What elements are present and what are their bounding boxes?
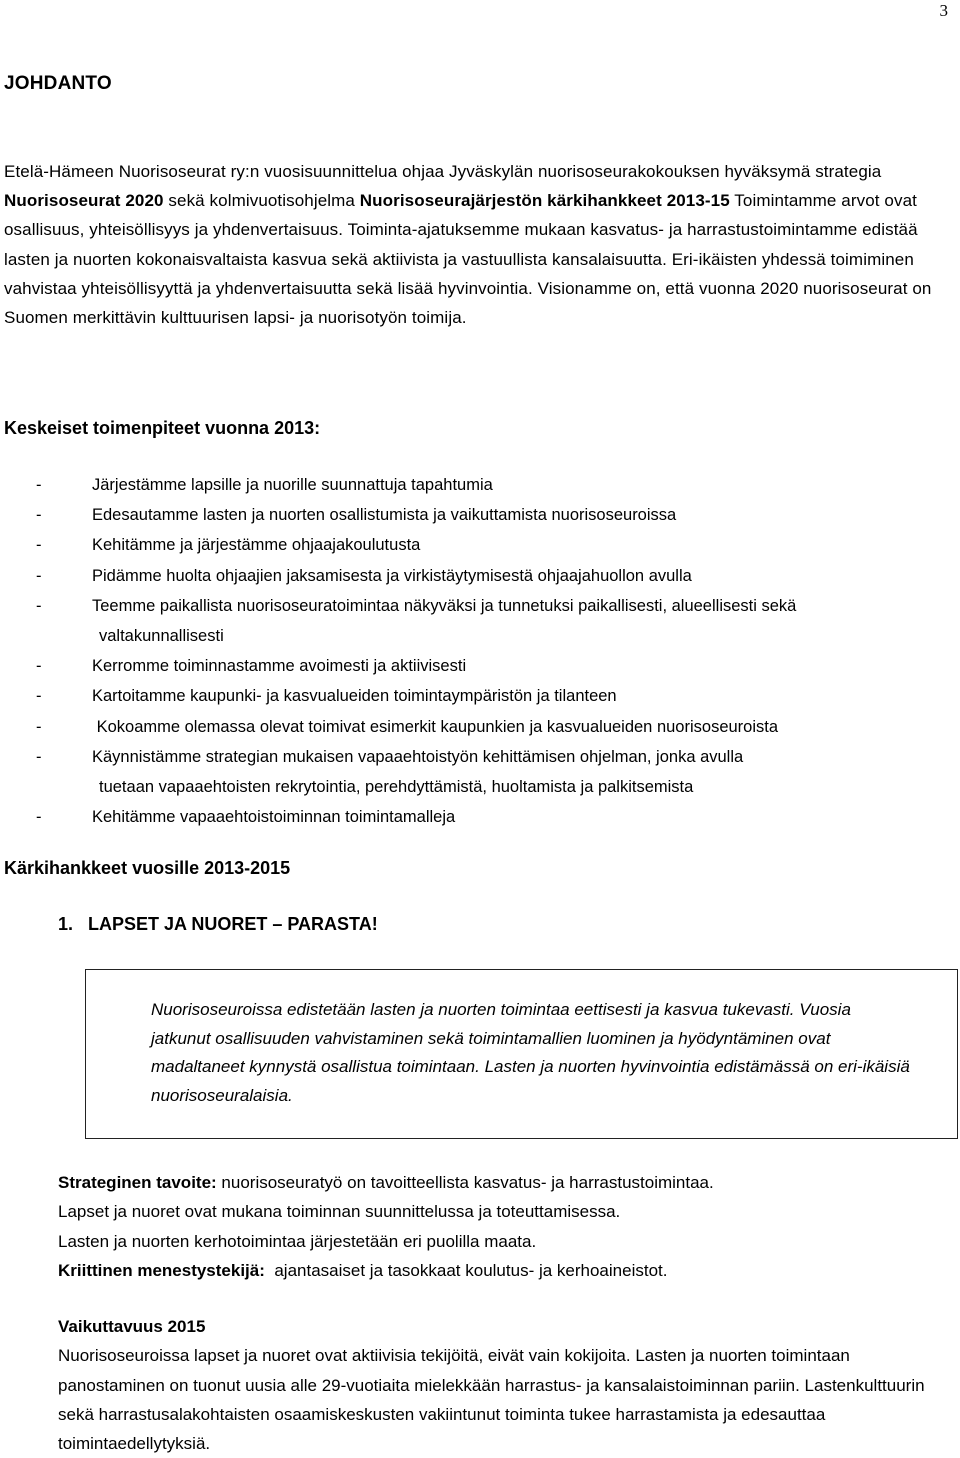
list-item-text: Kokoamme olemassa olevat toimivat esimerkit kaupunkien ja kasvualueiden nuorisoseuroista [92, 717, 779, 736]
section-title: 1. LAPSET JA NUORET – PARASTA! [58, 914, 378, 934]
list-item [0, 681, 950, 711]
intro-text-2: sekä kolmivuotisohjelma [163, 191, 360, 211]
list-dash: - [36, 596, 42, 615]
list-item [0, 802, 950, 832]
list-item [0, 530, 950, 560]
critical-line [58, 1256, 948, 1285]
list-item-text: Pidämme huolta ohjaajien jaksamisesta ja virkistäytymisestä ohjaajahuollon avulla [92, 566, 692, 585]
impact-heading [58, 1312, 948, 1341]
list-item-text: Järjestämme lapsille ja nuorille suunnattuja tapahtumia [92, 476, 493, 494]
list-item-continuation: tuetaan vapaaehtoisten rekrytointia, perehdyttämistä, huoltamista ja palkitsemista [99, 778, 694, 797]
critical-text: ajantasaiset ja tasokkaat koulutus- ja kerhoaineistot. [264, 1260, 668, 1280]
list-item [0, 591, 950, 651]
summary-box [85, 969, 958, 1139]
list-item [0, 651, 950, 681]
list-dash: - [36, 566, 42, 585]
list-dash: - [36, 717, 42, 736]
list-dash: - [36, 808, 42, 827]
list-dash: - [36, 747, 42, 766]
list-item-text: Kartoitamme kaupunki- ja kasvualueiden toimintaympäristön ja tilanteen [92, 687, 617, 706]
list-item-text: Käynnistämme strategian mukaisen vapaaehtoistyön kehittämisen ohjelman, jonka avulla [92, 747, 744, 766]
intro-strategy-name: Nuorisoseurat 2020 [4, 191, 164, 211]
intro-text-3: Toimintamme arvot ovat osallisuus, yhteisöllisyys ja yhdenvertaisuus. Toiminta-ajatuksemme mukaan kasvatus- ja harrastustoimintamme edistää lasten ja nuorten kokonaisvaltaista kasvua sekä aktiivista ja vastuullista kansalaisuutta. Eri-ikäisten yhdessä toimiminen vahvistaa yhteisöllisyyttä ja yhdenvertaisuutta sekä lisää hyvinvointia. Visionamme on, että vuonna 2020 nuorisoseurat on Suomen merkittävin kulttuurisen lapsi- ja nuorisotyön toimija. [4, 191, 932, 328]
goal-block [58, 1168, 948, 1285]
list-item-text: Kehitämme vapaaehtoistoiminnan toimintamalleja [92, 808, 456, 827]
goal-line-3: Lasten ja nuorten kerhotoimintaa järjestetään eri puolilla maata. [58, 1231, 537, 1251]
list-item-text: Teemme paikallista nuorisoseuratoimintaa näkyväksi ja tunnetuksi paikallisesti, alueellisesti sekä [92, 596, 797, 615]
page-number: 3 [939, 1, 948, 20]
list-item-text: Kehitämme ja järjestämme ohjaajakoulutusta [92, 536, 421, 555]
measures-heading: Keskeiset toimenpiteet vuonna 2013: [4, 418, 321, 438]
impact-block [58, 1312, 948, 1458]
list-item [0, 470, 950, 500]
list-item-continuation: valtakunnallisesti [99, 627, 224, 646]
intro-paragraph [4, 157, 944, 332]
projects-heading: Kärkihankkeet vuosille 2013-2015 [4, 858, 291, 878]
list-item [0, 561, 950, 591]
list-item-text: Edesautamme lasten ja nuorten osallistumista ja vaikuttamista nuorisoseuroissa [92, 506, 677, 525]
list-item [0, 742, 950, 802]
list-item-text: Kerromme toiminnastamme avoimesti ja aktiivisesti [92, 657, 467, 676]
list-dash: - [36, 476, 42, 494]
goal-text: nuorisoseuratyö on tavoitteellista kasvatus- ja harrastustoimintaa. [216, 1173, 714, 1192]
list-dash: - [36, 687, 42, 706]
goal-label: Strateginen tavoite: [58, 1173, 217, 1192]
list-dash: - [36, 506, 42, 525]
goal-line-2: Lapset ja nuoret ovat mukana toiminnan suunnittelussa ja toteuttamisessa. [58, 1202, 621, 1222]
intro-program-name: Nuorisoseurajärjestön kärkihankkeet 2013-15 [359, 191, 730, 211]
measures-list [0, 470, 950, 832]
list-item [0, 712, 950, 742]
intro-text-1: Etelä-Hämeen Nuorisoseurat ry:n vuosisuunnittelua ohjaa Jyväskylän nuorisoseurakokouksen hyväksymä strategia [4, 162, 882, 181]
list-item [0, 500, 950, 530]
list-dash: - [36, 536, 42, 555]
summary-text: Nuorisoseuroissa edistetään lasten ja nuorten toimintaa eettisesti ja kasvua tukevasti. Vuosia jatkunut osallisuuden vahvistaminen sekä toimintamallien luominen ja hyödyntäminen ovat madaltaneet kynnystä osallistua toimintaan. Lasten ja nuorten hyvinvointia edistämässä on eri-ikäisiä nuorisoseuralaisia. [151, 1000, 910, 1105]
page-title: JOHDANTO [4, 73, 112, 94]
impact-heading-text: Vaikuttavuus 2015 [58, 1317, 206, 1336]
impact-text: Nuorisoseuroissa lapset ja nuoret ovat aktiivisia tekijöitä, eivät vain kokijoita. Lasten ja nuorten toimintaan panostaminen on tuonut uusia alle 29-vuotiaita mielekkään harrastus- ja kansalaistoiminnan pariin. Lastenkulttuurin sekä harrastusalakohtaisten osaamiskeskusten vakiintunut toiminta tukee harrastamista ja edesauttaa toimintaedellytyksiä. [58, 1346, 925, 1454]
list-dash: - [36, 657, 42, 676]
goal-line [58, 1168, 948, 1197]
critical-label: Kriittinen menestystekijä: [58, 1260, 265, 1280]
